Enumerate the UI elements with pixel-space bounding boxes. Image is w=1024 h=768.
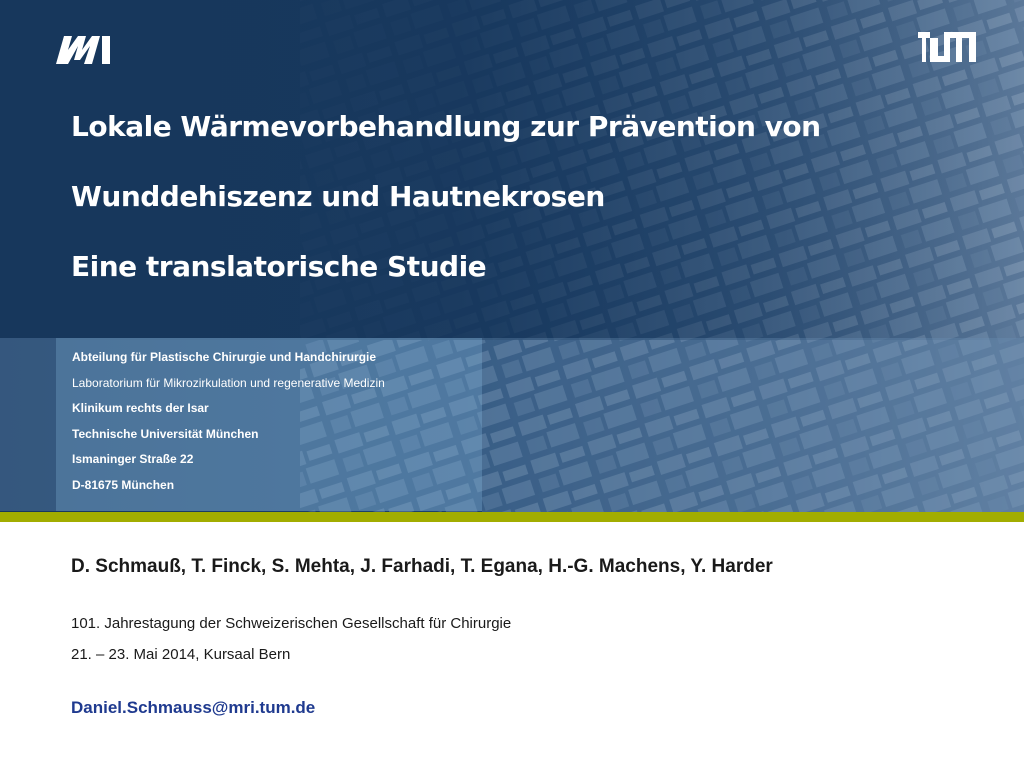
city-line: D-81675 München: [72, 478, 175, 492]
institution-address-box: [56, 338, 482, 511]
green-divider: [0, 512, 1024, 522]
university-line: Technische Universität München: [72, 427, 259, 441]
authors-line: D. Schmauß, T. Finck, S. Mehta, J. Farhadi, T. Egana, H.-G. Machens, Y. Harder: [71, 556, 773, 577]
meeting-name: 101. Jahrestagung der Schweizerischen Gesellschaft für Chirurgie: [71, 615, 512, 632]
title-line-2: Wunddehiszenz und Hautnekrosen: [71, 180, 605, 213]
tum-logo: [918, 32, 976, 62]
clinic-line: Klinikum rechts der Isar: [72, 401, 209, 415]
contact-email-link[interactable]: Daniel.Schmauss@mri.tum.de: [71, 698, 316, 717]
street-line: Ismaninger Straße 22: [72, 452, 194, 466]
title-line-3: Eine translatorische Studie: [71, 250, 487, 283]
title-line-1: Lokale Wärmevorbehandlung zur Prävention von: [71, 110, 821, 143]
department-line: Abteilung für Plastische Chirurgie und Handchirurgie: [72, 350, 377, 364]
laboratory-line: Laboratorium für Mikrozirkulation und regenerative Medizin: [72, 376, 385, 390]
mri-logo: [56, 30, 110, 64]
meeting-date-place: 21. – 23. Mai 2014, Kursaal Bern: [71, 646, 291, 663]
